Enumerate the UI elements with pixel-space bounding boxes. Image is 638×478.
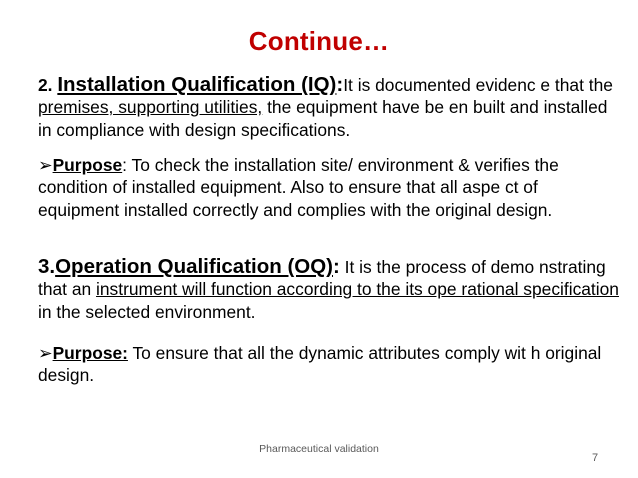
arrow-bullet-icon: ➢ xyxy=(38,155,53,175)
oq-purpose-paragraph xyxy=(38,342,620,387)
slide-footer: Pharmaceutical validation xyxy=(259,443,379,455)
oq-underlined-text: instrument will function according to the its ope rational specification xyxy=(96,279,619,300)
iq-colon: : xyxy=(336,73,344,96)
slide-title: Continue… xyxy=(248,26,390,56)
section-number: 2. xyxy=(38,75,58,95)
oq-text-start: It is the process of demo nstrating that an xyxy=(38,257,606,300)
iq-text-end: the equipment have be en built and installed in compliance with design specifications. xyxy=(38,97,608,140)
installation-qualification-paragraph xyxy=(38,74,620,141)
iq-purpose-text: : To check the installation site/ environment & verifies the condition of installed equipment. Also to ensure that all aspe ct of equipment installed correctly and complies with the original design. xyxy=(38,155,559,220)
iq-text-start: It is documented evidenc e that the xyxy=(343,75,613,95)
page-number: 7 xyxy=(592,452,599,464)
purpose-label: Purpose xyxy=(52,155,123,175)
iq-underlined-text: premises, supporting utilities, xyxy=(38,97,263,118)
iq-purpose-paragraph xyxy=(38,154,620,221)
operation-qualification-paragraph xyxy=(38,256,620,323)
oq-purpose-text: To ensure that all the dynamic attributes comply wit h original design. xyxy=(38,343,602,386)
purpose-label: Purpose: xyxy=(52,343,128,363)
oq-colon: : xyxy=(333,255,340,278)
iq-heading: Installation Qualification (IQ) xyxy=(57,73,337,96)
oq-heading: Operation Qualification (OQ) xyxy=(55,255,334,278)
oq-text-end: in the selected environment. xyxy=(38,301,256,322)
arrow-bullet-icon: ➢ xyxy=(38,343,53,363)
section-number: 3. xyxy=(38,255,56,278)
